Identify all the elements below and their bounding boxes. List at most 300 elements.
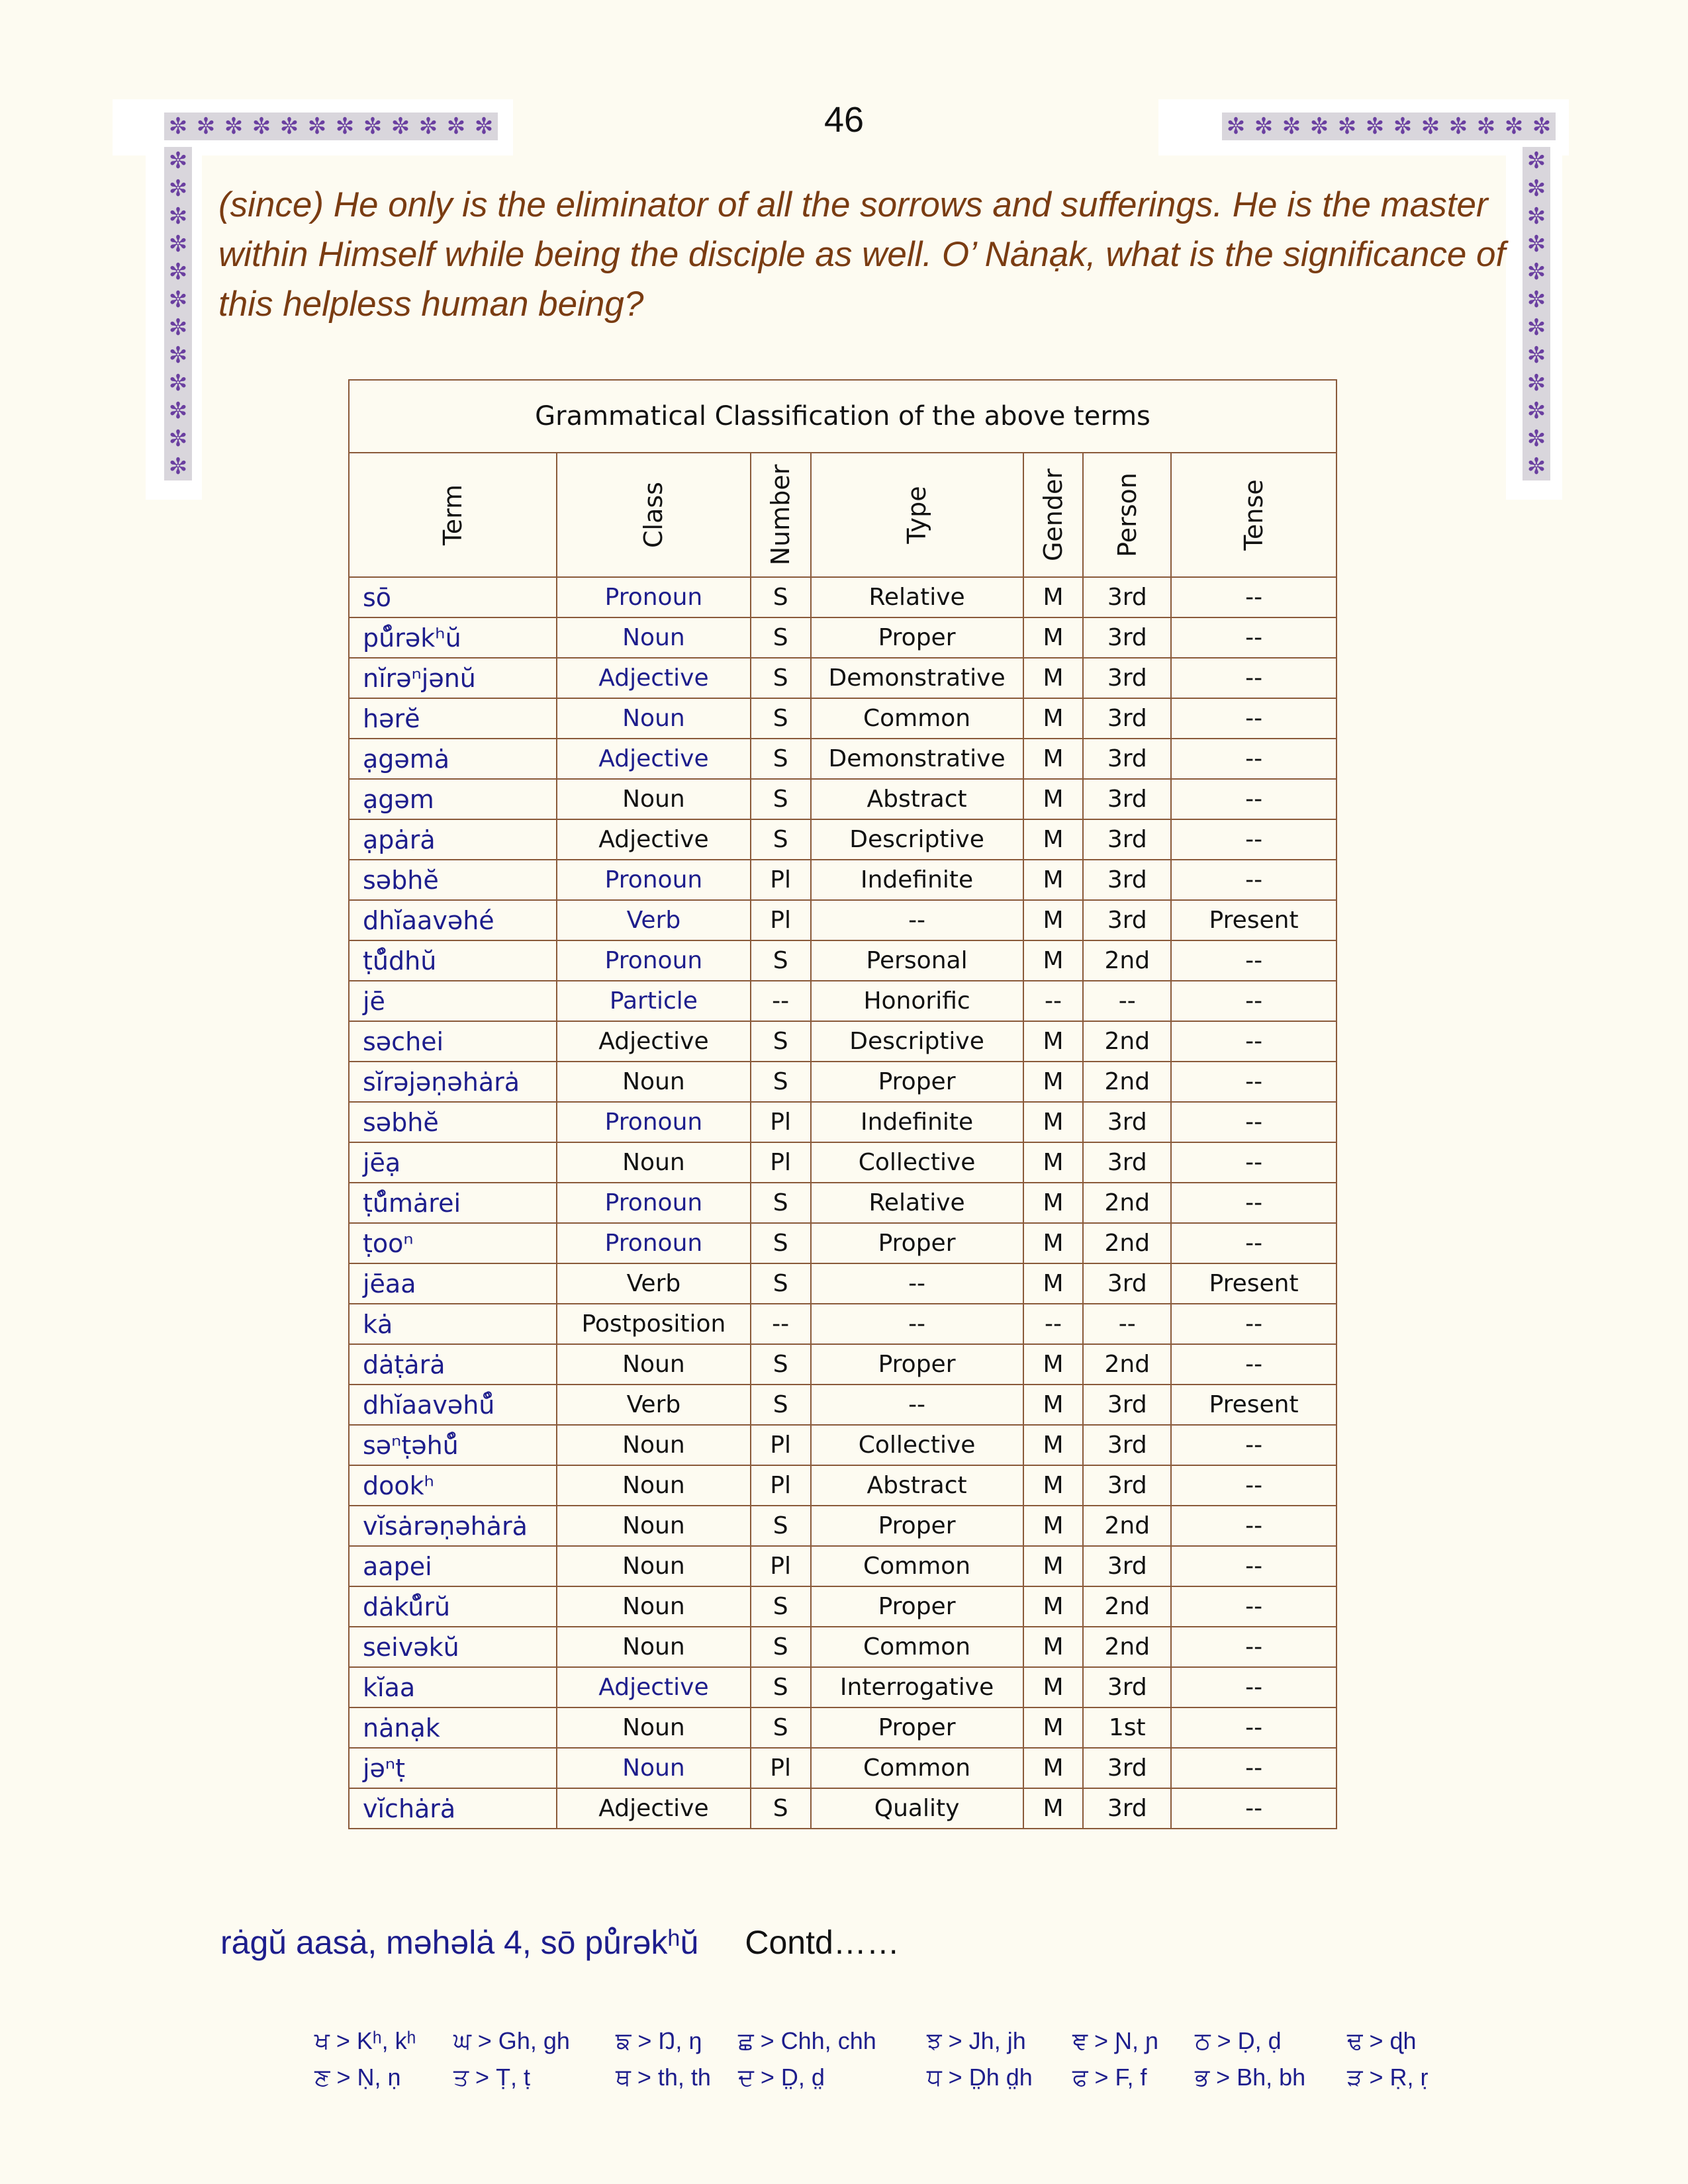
cell-number: S [751, 739, 811, 779]
cell-gender: M [1023, 658, 1084, 698]
flower-ornament-icon: ✼ [252, 113, 271, 140]
header-label: Type [902, 486, 932, 544]
cell-gender: M [1023, 1748, 1084, 1788]
cell-term: aapei [349, 1546, 557, 1586]
cell-person: 3rd [1083, 1142, 1171, 1183]
table-row [349, 1667, 1336, 1707]
cell-term: ṭů̊dhŭ [349, 940, 557, 981]
cell-type: Descriptive [811, 819, 1023, 860]
table-row [349, 1627, 1336, 1667]
cell-term: hərĕ [349, 698, 557, 739]
cell-term: dhĭaavəhé [349, 900, 557, 940]
cell-type: Common [811, 1627, 1023, 1667]
flower-ornament-icon: ✼ [1504, 113, 1524, 140]
cell-person: 3rd [1083, 860, 1171, 900]
cell-number: S [751, 1183, 811, 1223]
flower-ornament-icon: ✼ [168, 287, 188, 313]
table-body [349, 577, 1336, 1829]
cell-tense: -- [1171, 940, 1336, 981]
footer-title: rȧgŭ aasȧ, məhəlȧ 4, sō pů̊rəkʰŭ [220, 1924, 699, 1961]
flower-ornament-icon: ✼ [1526, 314, 1546, 341]
header-label: Tense [1239, 479, 1269, 551]
cell-tense: -- [1171, 739, 1336, 779]
cell-person: 3rd [1083, 698, 1171, 739]
cell-tense: -- [1171, 1546, 1336, 1586]
legend-entry: ਤ > Ṭ, ṭ [453, 2064, 531, 2091]
flower-ornament-icon: ✼ [1393, 113, 1413, 140]
legend-entry: ਫ > F, f [1072, 2064, 1147, 2091]
table-row [349, 1586, 1336, 1627]
legend-entry: ਘ > Gh, gh [453, 2027, 570, 2054]
cell-class: Pronoun [557, 940, 751, 981]
cell-tense: -- [1171, 698, 1336, 739]
cell-class: Adjective [557, 1788, 751, 1829]
legend-entry: ਞ > Ɲ, ɲ [1072, 2027, 1159, 2054]
table-row [349, 1062, 1336, 1102]
cell-number: S [751, 1021, 811, 1062]
flower-ornament-icon: ✼ [1526, 370, 1546, 396]
cell-person: 2nd [1083, 1062, 1171, 1102]
flower-ornament-icon: ✼ [307, 113, 327, 140]
cell-person: 3rd [1083, 779, 1171, 819]
legend-entry: ਝ > Jh, jh [927, 2027, 1026, 2054]
flower-ornament-icon: ✼ [1421, 113, 1440, 140]
cell-type: Indefinite [811, 1102, 1023, 1142]
cell-gender: M [1023, 1385, 1084, 1425]
cell-gender: M [1023, 779, 1084, 819]
cell-tense: -- [1171, 1506, 1336, 1546]
table-row [349, 900, 1336, 940]
legend-entry: ਦ > D̤, d̤ [738, 2064, 825, 2091]
cell-number: S [751, 698, 811, 739]
cell-number: S [751, 1707, 811, 1748]
cell-tense: -- [1171, 1465, 1336, 1506]
flower-ornament-icon: ✼ [335, 113, 355, 140]
cell-number: S [751, 1586, 811, 1627]
table-row [349, 779, 1336, 819]
cell-type: Common [811, 1546, 1023, 1586]
cell-person: -- [1083, 1304, 1171, 1344]
cell-person: 2nd [1083, 940, 1171, 981]
cell-class: Adjective [557, 1021, 751, 1062]
cell-type: Honorific [811, 981, 1023, 1021]
header-type [811, 453, 1023, 577]
cell-term: jəⁿṭ [349, 1748, 557, 1788]
cell-number: Pl [751, 900, 811, 940]
flower-border-top-right [1222, 113, 1556, 140]
cell-type: Proper [811, 617, 1023, 658]
flower-ornament-icon: ✼ [1254, 113, 1274, 140]
flower-ornament-icon: ✼ [168, 398, 188, 424]
flower-ornament-icon: ✼ [168, 259, 188, 285]
cell-person: 2nd [1083, 1223, 1171, 1263]
cell-gender: M [1023, 698, 1084, 739]
cell-person: 2nd [1083, 1586, 1171, 1627]
cell-gender: M [1023, 1102, 1084, 1142]
cell-class: Verb [557, 900, 751, 940]
cell-gender: M [1023, 860, 1084, 900]
legend-entry: ਧ > D̤h d̤h [927, 2064, 1033, 2091]
cell-person: 3rd [1083, 1425, 1171, 1465]
cell-type: Proper [811, 1707, 1023, 1748]
cell-term: dȧṭȧrȧ [349, 1344, 557, 1385]
cell-type: Collective [811, 1425, 1023, 1465]
cell-term: nĭrəⁿjənŭ [349, 658, 557, 698]
flower-ornament-icon: ✼ [1337, 113, 1357, 140]
flower-ornament-icon: ✼ [168, 231, 188, 257]
flower-ornament-icon: ✼ [168, 426, 188, 452]
cell-type: Common [811, 1748, 1023, 1788]
cell-class: Noun [557, 617, 751, 658]
cell-class: Pronoun [557, 1102, 751, 1142]
cell-class: Noun [557, 1506, 751, 1546]
cell-number: S [751, 1344, 811, 1385]
cell-term: səchei [349, 1021, 557, 1062]
flower-ornament-icon: ✼ [196, 113, 216, 140]
cell-tense: -- [1171, 1304, 1336, 1344]
header-label: Term [438, 484, 468, 546]
table-row [349, 1546, 1336, 1586]
cell-class: Noun [557, 1748, 751, 1788]
cell-term: ṭooⁿ [349, 1223, 557, 1263]
legend-entry: ਠ > Ḍ, ḍ [1195, 2027, 1282, 2054]
cell-gender: M [1023, 1546, 1084, 1586]
cell-gender: -- [1023, 1304, 1084, 1344]
cell-number: Pl [751, 1748, 811, 1788]
cell-number: S [751, 1385, 811, 1425]
cell-person: 3rd [1083, 658, 1171, 698]
cell-term: ṭů̊mȧrei [349, 1183, 557, 1223]
table-row [349, 658, 1336, 698]
flower-ornament-icon: ✼ [168, 314, 188, 341]
table-row [349, 1021, 1336, 1062]
header-label: Person [1112, 473, 1142, 557]
cell-number: Pl [751, 1425, 811, 1465]
cell-type: Proper [811, 1506, 1023, 1546]
table-row [349, 1788, 1336, 1829]
flower-border-right [1523, 147, 1550, 480]
cell-person: 2nd [1083, 1183, 1171, 1223]
flower-border-left [164, 147, 192, 480]
cell-term: ạgəmȧ [349, 739, 557, 779]
legend-entry: ਛ > Chh, chh [738, 2027, 876, 2054]
cell-gender: M [1023, 1142, 1084, 1183]
cell-class: Noun [557, 1425, 751, 1465]
cell-number: S [751, 1627, 811, 1667]
cell-number: -- [751, 1304, 811, 1344]
cell-gender: -- [1023, 981, 1084, 1021]
table-row [349, 1465, 1336, 1506]
table-row [349, 819, 1336, 860]
flower-ornament-icon: ✼ [1309, 113, 1329, 140]
page-number: 46 [823, 100, 865, 140]
flower-ornament-icon: ✼ [1526, 259, 1546, 285]
table-row [349, 940, 1336, 981]
cell-person: 3rd [1083, 1748, 1171, 1788]
cell-term: kĭaa [349, 1667, 557, 1707]
flower-ornament-icon: ✼ [168, 203, 188, 230]
cell-number: Pl [751, 1102, 811, 1142]
flower-ornament-icon: ✼ [1526, 203, 1546, 230]
cell-tense: -- [1171, 1021, 1336, 1062]
legend-entry: ਥ > th, th [616, 2064, 711, 2091]
cell-number: S [751, 1667, 811, 1707]
cell-number: -- [751, 981, 811, 1021]
cell-class: Noun [557, 1062, 751, 1102]
cell-tense: -- [1171, 1707, 1336, 1748]
cell-term: jē [349, 981, 557, 1021]
legend-entry: ਭ > Bh, bh [1195, 2064, 1306, 2091]
header-label: Gender [1038, 468, 1068, 562]
header-label: Number [766, 464, 796, 566]
cell-class: Adjective [557, 1667, 751, 1707]
cell-term: seivəkŭ [349, 1627, 557, 1667]
cell-person: 3rd [1083, 1667, 1171, 1707]
cell-number: S [751, 1788, 811, 1829]
flower-ornament-icon: ✼ [363, 113, 383, 140]
cell-gender: M [1023, 577, 1084, 617]
header-person [1083, 453, 1171, 577]
cell-type: Proper [811, 1062, 1023, 1102]
cell-class: Noun [557, 1344, 751, 1385]
cell-term: səbhĕ [349, 1102, 557, 1142]
flower-ornament-icon: ✼ [1526, 398, 1546, 424]
cell-class: Verb [557, 1263, 751, 1304]
cell-tense: -- [1171, 1183, 1336, 1223]
table-row [349, 1748, 1336, 1788]
cell-number: S [751, 1062, 811, 1102]
cell-gender: M [1023, 1021, 1084, 1062]
cell-type: Proper [811, 1586, 1023, 1627]
cell-gender: M [1023, 1506, 1084, 1546]
cell-number: S [751, 1263, 811, 1304]
cell-tense: -- [1171, 1627, 1336, 1667]
cell-type: Personal [811, 940, 1023, 981]
cell-gender: M [1023, 617, 1084, 658]
flower-ornament-icon: ✼ [418, 113, 438, 140]
cell-term: jēaa [349, 1263, 557, 1304]
cell-tense: -- [1171, 1344, 1336, 1385]
cell-gender: M [1023, 739, 1084, 779]
cell-gender: M [1023, 940, 1084, 981]
cell-class: Noun [557, 779, 751, 819]
cell-person: 3rd [1083, 1546, 1171, 1586]
cell-class: Adjective [557, 819, 751, 860]
cell-number: S [751, 779, 811, 819]
flower-ornament-icon: ✼ [1476, 113, 1496, 140]
header-gender [1023, 453, 1084, 577]
cell-term: sō [349, 577, 557, 617]
flower-ornament-icon: ✼ [168, 453, 188, 480]
cell-tense: -- [1171, 1748, 1336, 1788]
cell-term: kȧ [349, 1304, 557, 1344]
cell-person: 2nd [1083, 1627, 1171, 1667]
cell-person: 3rd [1083, 617, 1171, 658]
cell-tense: -- [1171, 779, 1336, 819]
cell-gender: M [1023, 1062, 1084, 1102]
cell-type: Abstract [811, 779, 1023, 819]
flower-ornament-icon: ✼ [224, 113, 244, 140]
table-row [349, 981, 1336, 1021]
cell-gender: M [1023, 1667, 1084, 1707]
legend-entry: ੜ > Ṛ, ṛ [1347, 2064, 1429, 2091]
table-row [349, 1142, 1336, 1183]
cell-person: 3rd [1083, 577, 1171, 617]
cell-tense: -- [1171, 1586, 1336, 1627]
cell-tense: -- [1171, 981, 1336, 1021]
cell-type: Common [811, 698, 1023, 739]
cell-term: səⁿṭəhů̊ [349, 1425, 557, 1465]
cell-class: Noun [557, 1627, 751, 1667]
cell-term: vĭchȧrȧ [349, 1788, 557, 1829]
legend-entry: ਢ > ɖh [1347, 2027, 1417, 2054]
cell-person: 3rd [1083, 1263, 1171, 1304]
table-row [349, 1707, 1336, 1748]
grammar-table [348, 379, 1337, 1829]
cell-person: 2nd [1083, 1021, 1171, 1062]
table-caption: Grammatical Classification of the above terms [349, 380, 1336, 453]
cell-person: 3rd [1083, 1385, 1171, 1425]
cell-tense: -- [1171, 1223, 1336, 1263]
header-number [751, 453, 811, 577]
table-row [349, 739, 1336, 779]
cell-class: Noun [557, 1465, 751, 1506]
cell-person: 3rd [1083, 1788, 1171, 1829]
cell-person: 2nd [1083, 1506, 1171, 1546]
cell-gender: M [1023, 1586, 1084, 1627]
cell-gender: M [1023, 1223, 1084, 1263]
cell-type: Demonstrative [811, 658, 1023, 698]
cell-tense: -- [1171, 1102, 1336, 1142]
flower-ornament-icon: ✼ [1365, 113, 1385, 140]
cell-tense: -- [1171, 860, 1336, 900]
cell-term: pů̊rəkʰŭ [349, 617, 557, 658]
cell-tense: -- [1171, 577, 1336, 617]
cell-class: Verb [557, 1385, 751, 1425]
table-row [349, 1506, 1336, 1546]
flower-ornament-icon: ✼ [279, 113, 299, 140]
cell-gender: M [1023, 819, 1084, 860]
cell-tense: -- [1171, 1788, 1336, 1829]
cell-term: ạpȧrȧ [349, 819, 557, 860]
cell-person: 2nd [1083, 1344, 1171, 1385]
flower-ornament-icon: ✼ [1448, 113, 1468, 140]
cell-gender: M [1023, 1425, 1084, 1465]
table-row [349, 860, 1336, 900]
cell-class: Pronoun [557, 577, 751, 617]
legend-entry: ਣ > Ṇ, ṇ [314, 2064, 401, 2091]
cell-class: Adjective [557, 658, 751, 698]
table-row [349, 577, 1336, 617]
table-row [349, 1223, 1336, 1263]
cell-type: -- [811, 1385, 1023, 1425]
flower-ornament-icon: ✼ [168, 175, 188, 202]
table-row [349, 1183, 1336, 1223]
cell-number: Pl [751, 1546, 811, 1586]
cell-term: sĭrəjəṇəhȧrȧ [349, 1062, 557, 1102]
footer-line [220, 1923, 900, 1962]
cell-class: Particle [557, 981, 751, 1021]
cell-class: Pronoun [557, 1183, 751, 1223]
cell-gender: M [1023, 1263, 1084, 1304]
cell-tense: Present [1171, 1263, 1336, 1304]
flower-ornament-icon: ✼ [391, 113, 410, 140]
cell-term: dookʰ [349, 1465, 557, 1506]
cell-term: dȧků̊rŭ [349, 1586, 557, 1627]
cell-number: Pl [751, 1465, 811, 1506]
flower-ornament-icon: ✼ [168, 342, 188, 369]
cell-type: Interrogative [811, 1667, 1023, 1707]
cell-type: Proper [811, 1344, 1023, 1385]
cell-gender: M [1023, 1183, 1084, 1223]
flower-ornament-icon: ✼ [1526, 175, 1546, 202]
cell-term: dhĭaavəhů̊ [349, 1385, 557, 1425]
cell-term: nȧnạk [349, 1707, 557, 1748]
cell-tense: -- [1171, 1425, 1336, 1465]
cell-number: S [751, 940, 811, 981]
footer-contd: Contd…… [745, 1924, 900, 1961]
header-class [557, 453, 751, 577]
flower-ornament-icon: ✼ [1526, 342, 1546, 369]
cell-gender: M [1023, 1465, 1084, 1506]
cell-type: Relative [811, 577, 1023, 617]
cell-number: Pl [751, 1142, 811, 1183]
cell-class: Pronoun [557, 1223, 751, 1263]
cell-term: jēạ [349, 1142, 557, 1183]
header-tense [1171, 453, 1336, 577]
cell-type: -- [811, 1304, 1023, 1344]
flower-ornament-icon: ✼ [1526, 453, 1546, 480]
cell-class: Noun [557, 1142, 751, 1183]
cell-tense: -- [1171, 819, 1336, 860]
cell-class: Noun [557, 1586, 751, 1627]
flower-ornament-icon: ✼ [1282, 113, 1301, 140]
flower-border-top-left [164, 113, 498, 140]
cell-term: səbhĕ [349, 860, 557, 900]
cell-type: Quality [811, 1788, 1023, 1829]
cell-gender: M [1023, 1788, 1084, 1829]
cell-person: 3rd [1083, 1102, 1171, 1142]
flower-ornament-icon: ✼ [1526, 231, 1546, 257]
cell-class: Pronoun [557, 860, 751, 900]
cell-class: Postposition [557, 1304, 751, 1344]
cell-person: -- [1083, 981, 1171, 1021]
cell-tense: -- [1171, 1142, 1336, 1183]
flower-ornament-icon: ✼ [168, 148, 188, 174]
flower-ornament-icon: ✼ [474, 113, 494, 140]
cell-class: Noun [557, 1546, 751, 1586]
table-row [349, 617, 1336, 658]
flower-ornament-icon: ✼ [1532, 113, 1552, 140]
table-row [349, 1344, 1336, 1385]
table-row [349, 1102, 1336, 1142]
cell-number: Pl [751, 860, 811, 900]
table-row [349, 698, 1336, 739]
cell-person: 1st [1083, 1707, 1171, 1748]
cell-type: Descriptive [811, 1021, 1023, 1062]
cell-gender: M [1023, 1344, 1084, 1385]
cell-tense: Present [1171, 900, 1336, 940]
cell-number: S [751, 1223, 811, 1263]
legend-entry: ਖ > Kʰ, kʰ [314, 2027, 416, 2054]
header-term [349, 453, 557, 577]
cell-type: Demonstrative [811, 739, 1023, 779]
flower-ornament-icon: ✼ [446, 113, 466, 140]
table-row [349, 1304, 1336, 1344]
table-row [349, 1263, 1336, 1304]
cell-tense: -- [1171, 1667, 1336, 1707]
cell-gender: M [1023, 900, 1084, 940]
